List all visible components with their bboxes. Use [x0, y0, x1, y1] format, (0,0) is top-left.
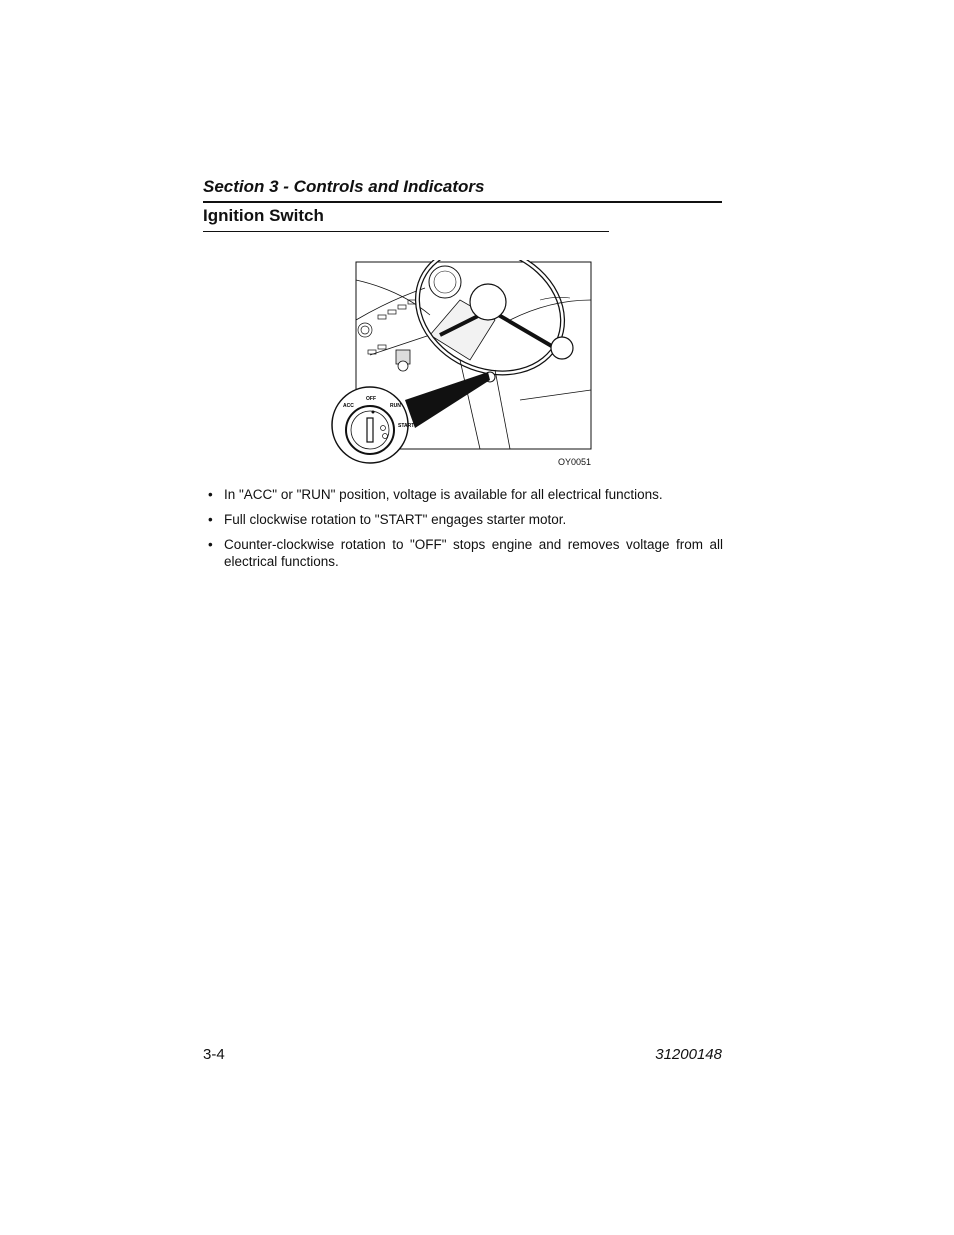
acc-label: ACC	[343, 403, 354, 409]
subsection-title: Ignition Switch	[203, 206, 609, 232]
ignition-switch-figure	[330, 260, 595, 472]
figure-id: OY0051	[558, 457, 592, 467]
page-number: 3-4	[203, 1046, 225, 1063]
run-label: RUN	[390, 403, 401, 409]
document-number: 31200148	[655, 1046, 722, 1063]
start-label: START	[398, 423, 415, 429]
list-item: • Counter-clockwise rotation to "OFF" stops engine and removes voltage from all electrical functions.	[203, 536, 723, 570]
bullet-list	[203, 486, 723, 578]
ignition-illustration	[330, 260, 595, 472]
list-item: • In "ACC" or "RUN" position, voltage is available for all electrical functions.	[203, 486, 723, 503]
section-title: Section 3 - Controls and Indicators	[203, 177, 722, 203]
list-item: • Full clockwise rotation to "START" engages starter motor.	[203, 511, 723, 528]
off-label: OFF	[366, 396, 376, 402]
